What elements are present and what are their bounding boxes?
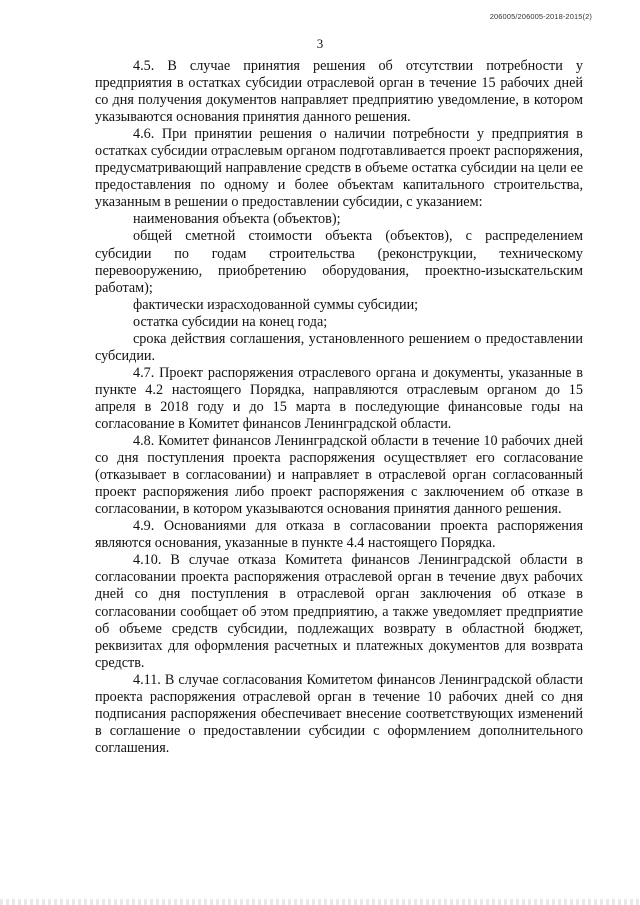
- list-item-estimated-cost: общей сметной стоимости объекта (объектов), с распределением субсидии по годам строительства (реконструкции, техническому перевооружению, приобретению оборудования, проектно-изыскательским работам);: [95, 228, 583, 296]
- list-item-spent-amount: фактически израсходованной суммы субсидии;: [133, 296, 419, 313]
- paragraph-4-8: 4.8. Комитет финансов Ленинградской области в течение 10 рабочих дней со дня поступления проекта распоряжения осуществляет его согласование (отказывает в согласовании) и направляет в отраслевой орган согласованный проект распоряжения либо проект распоряжения с заключением об отказе в согласовании, в котором указываются основания принятия данного решения.: [95, 433, 583, 518]
- paragraph-4-10: 4.10. В случае отказа Комитета финансов Ленинградской области в согласовании проекта распоряжения отраслевой орган в течение двух рабочих дней со дня поступления в отраслевой орган заключения об отказе в согласовании сообщает об этом предприятию, а также уведомляет предприятие об объеме средств субсидии, подлежащих возврату в областной бюджет, реквизитах для оформления расчетных и платежных документов для возврата средств.: [95, 552, 583, 671]
- paragraph-4-11: 4.11. В случае согласования Комитетом финансов Ленинградской области проекта распоряжения отраслевой орган в течение 10 рабочих дней со дня подписания распоряжения обеспечивает внесение соответствующих изменений в соглашение о предоставлении субсидии с оформлением дополнительного соглашения.: [95, 671, 583, 756]
- list-item-agreement-term: срока действия соглашения, установленного решением о предоставлении субсидии.: [95, 330, 583, 364]
- paragraph-4-7: 4.7. Проект распоряжения отраслевого органа и документы, указанные в пункте 4.2 настоящего Порядка, направляются отраслевым органом до 15 апреля в 2018 году и до 15 марта в последующие финансовые годы на согласование в Комитет финансов Ленинградской области.: [95, 364, 583, 432]
- scan-edge-strip: [0, 899, 640, 905]
- document-body: [95, 58, 583, 757]
- list-item-subsidy-remainder: остатка субсидии на конец года;: [133, 313, 328, 330]
- list-item-object-name: наименования объекта (объектов);: [133, 211, 341, 228]
- document-code: 206005/206005-2018-2015(2): [489, 12, 592, 21]
- paragraph-4-5: 4.5. В случае принятия решения об отсутствии потребности у предприятия в остатках субсидии отраслевой орган в течение 15 рабочих дней со дня получения документов направляет предприятию уведомление, в котором указываются основания принятия данного решения.: [95, 58, 583, 126]
- paragraph-4-6: 4.6. При принятии решения о наличии потребности у предприятия в остатках субсидии отраслевым органом подготавливается проект распоряжения, предусматривающий направление средств в объеме остатка субсидии на цели ее предоставления по одному и более объектам капитального строительства, указанным в решении о предоставлении субсидии, с указанием:: [95, 126, 583, 211]
- page-number: 3: [316, 36, 324, 51]
- paragraph-4-9: 4.9. Основаниями для отказа в согласовании проекта распоряжения являются основания, указанные в пункте 4.4 настоящего Порядка.: [95, 518, 583, 552]
